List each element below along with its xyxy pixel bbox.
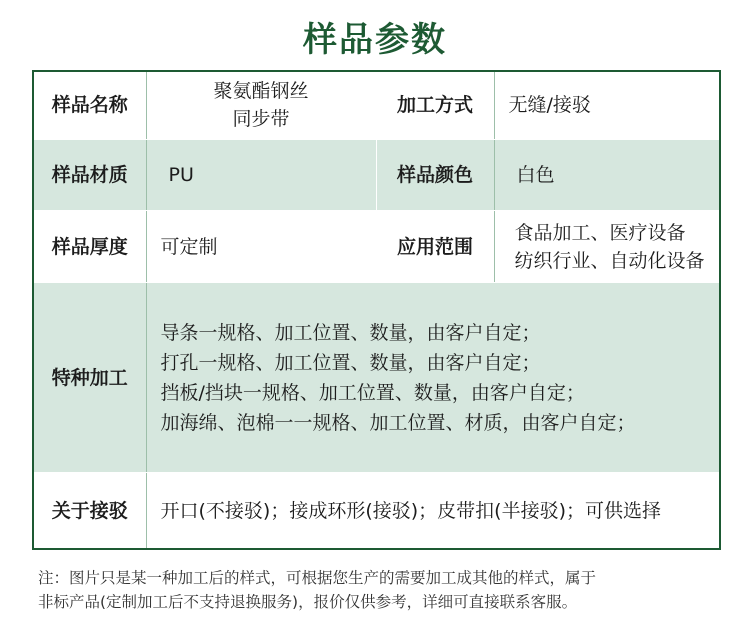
label-processing-method: 加工方式 — [376, 71, 494, 139]
label-sample-thickness: 样品厚度 — [33, 211, 146, 283]
value-application-range-line-2: 纺织行业、自动化设备 — [514, 249, 705, 272]
footnote-line-2: 非标产品(定制加工后不支持退换服务)，报价仅供参考，详细可直接联系客服。 — [38, 593, 578, 611]
special-line-1: 导条一规格、加工位置、数量，由客户自定； — [160, 321, 541, 344]
label-sample-color: 样品颜色 — [376, 139, 494, 210]
label-joint: 关于接驳 — [33, 473, 146, 549]
footnote — [38, 566, 728, 614]
table-row-name — [33, 71, 720, 139]
label-sample-material: 样品材质 — [33, 139, 146, 210]
table-row-material — [33, 139, 720, 210]
value-sample-name — [146, 71, 376, 139]
value-joint: 开口(不接驳)；接成环形(接驳)；皮带扣(半接驳)；可供选择 — [146, 473, 720, 549]
footnote-line-1: 注：图片只是某一种加工后的样式，可根据您生产的需要加工成其他的样式，属于 — [38, 569, 597, 587]
special-line-3: 挡板/挡块一规格、加工位置、数量，由客户自定； — [160, 381, 585, 404]
value-sample-name-line-2: 同步带 — [232, 108, 290, 131]
table-row-special — [33, 283, 720, 473]
value-application-range-line-1: 食品加工、医疗设备 — [514, 221, 686, 244]
value-application-range — [494, 211, 720, 283]
value-sample-color: 白色 — [494, 139, 720, 210]
label-application-range: 应用范围 — [376, 211, 494, 283]
special-line-2: 打孔一规格、加工位置、数量，由客户自定； — [160, 351, 541, 374]
table-row-joint — [33, 473, 720, 549]
value-sample-material: PU — [146, 139, 376, 210]
spec-table — [32, 70, 721, 550]
label-sample-name: 样品名称 — [33, 71, 146, 139]
value-special-processing — [146, 283, 720, 473]
special-line-4: 加海绵、泡棉一一规格、加工位置、材质，由客户自定； — [160, 411, 636, 434]
label-special-processing: 特种加工 — [33, 283, 146, 473]
value-sample-thickness: 可定制 — [146, 211, 376, 283]
value-sample-name-line-1: 聚氨酯钢丝 — [213, 80, 309, 103]
page-title: 样品参数 — [303, 20, 447, 60]
table-row-thickness — [33, 211, 720, 283]
value-processing-method: 无缝/接驳 — [494, 71, 720, 139]
